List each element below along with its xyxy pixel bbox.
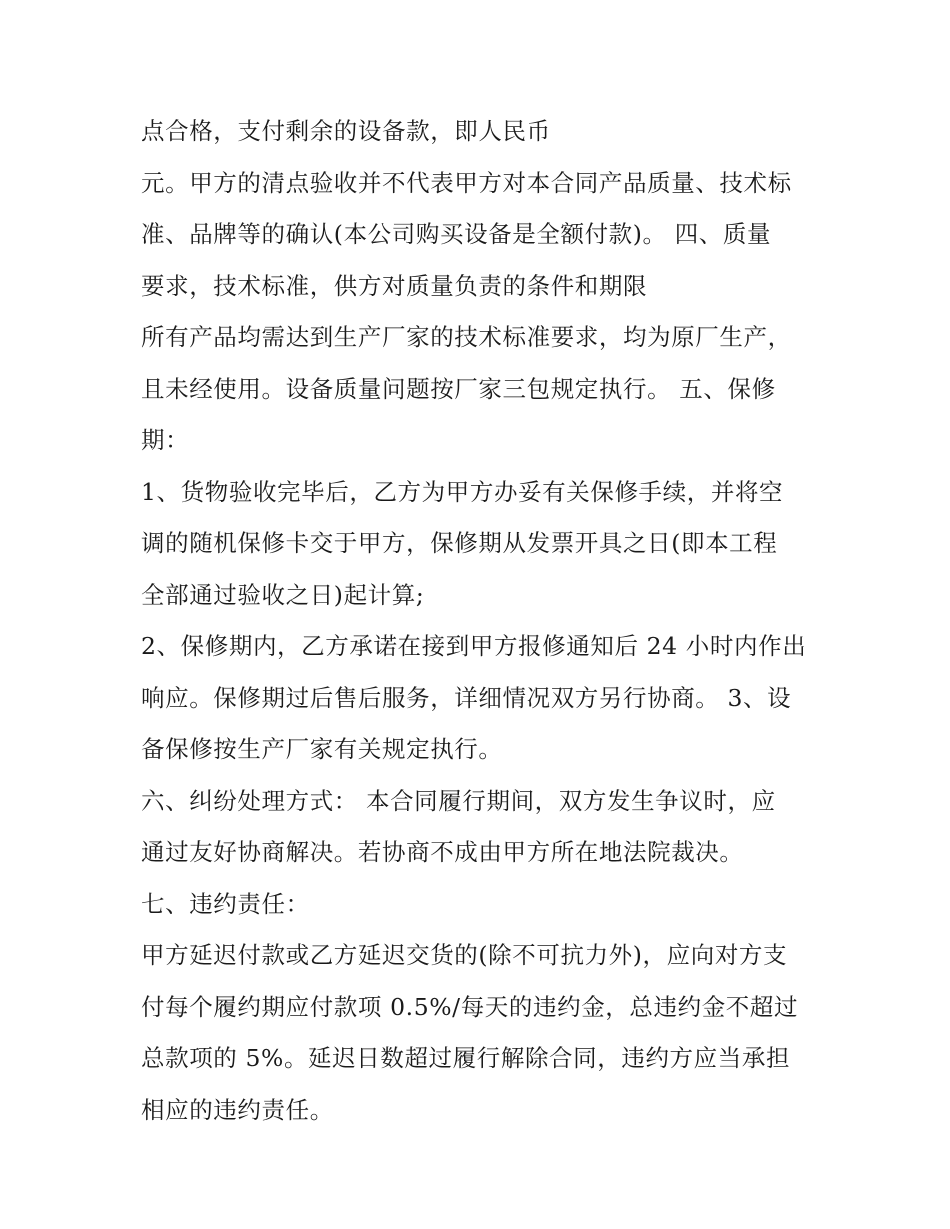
- contract-text-body: [141, 106, 821, 1136]
- text-line: 通过友好协商解决。若协商不成由甲方所在地法院裁决。: [141, 838, 744, 866]
- text-line: 甲方延迟付款或乙方延迟交货的(除不可抗力外)，应向对方支: [141, 941, 788, 969]
- text-line: 所有产品均需达到生产厂家的技术标准要求，均为原厂生产，: [141, 323, 792, 351]
- text-line: 全部通过验收之日)起计算;: [141, 580, 425, 609]
- text-line: 元。甲方的清点验收并不代表甲方对本合同产品质量、技术标: [141, 168, 792, 197]
- text-line: 备保修按生产厂家有关规定执行。: [141, 735, 503, 763]
- text-line: 六、纠纷处理方式： 本合同履行期间，双方发生争议时，应: [141, 786, 776, 815]
- text-line: 点合格，支付剩余的设备款，即人民币: [141, 117, 551, 145]
- text-line: 付每个履约期应付款项 0.5%/每天的违约金，总违约金不超过: [141, 992, 799, 1021]
- text-line: 准、品牌等的确认(本公司购买设备是全额付款)。 四、质量: [141, 220, 772, 248]
- text-line: 要求，技术标准，供方对质量负责的条件和期限: [141, 271, 648, 300]
- text-line: 调的随机保修卡交于甲方，保修期从发票开具之日(即本工程: [141, 529, 778, 557]
- text-line: 七、违约责任：: [141, 889, 310, 918]
- text-line: 1、货物验收完毕后，乙方为甲方办妥有关保修手续，并将空: [141, 477, 784, 506]
- text-line: 且未经使用。设备质量问题按厂家三包规定执行。 五、保修: [141, 374, 776, 403]
- text-line: 期：: [141, 426, 190, 454]
- text-line: 相应的违约责任。: [141, 1095, 334, 1124]
- text-line: 总款项的 5%。延迟日数超过履行解除合同，违约方应当承担: [141, 1044, 791, 1072]
- text-line: 2、保修期内，乙方承诺在接到甲方报修通知后 24 小时内作出: [141, 632, 807, 660]
- text-line: 响应。保修期过后售后服务，详细情况双方另行协商。 3、设: [141, 683, 792, 712]
